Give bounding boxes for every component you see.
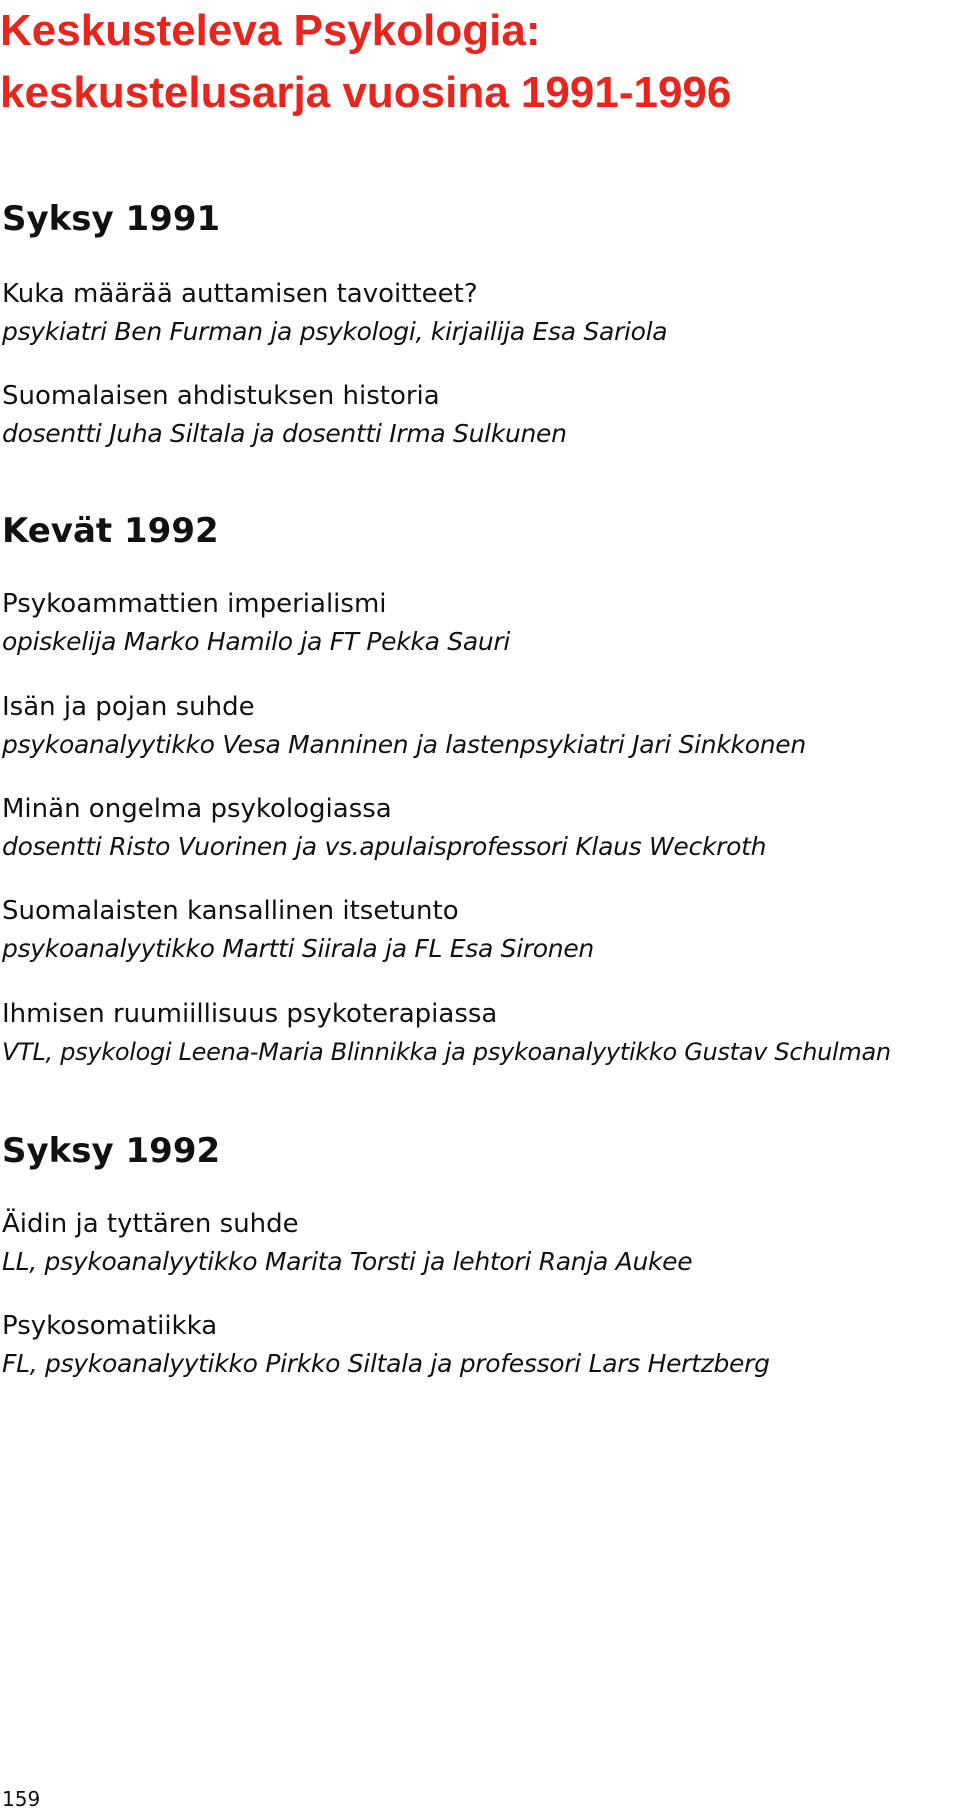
page-number: 159 — [2, 1787, 41, 1811]
page-title-line-2: keskustelusarja vuosina 1991-1996 — [0, 68, 732, 117]
entry-title: Suomalaisen ahdistuksen historia — [2, 381, 440, 411]
entry-title: Psykoammattien imperialismi — [2, 589, 387, 619]
entry-speakers: psykiatri Ben Furman ja psykologi, kirjailija Esa Sariola — [2, 317, 668, 346]
entry-speakers: psykoanalyytikko Vesa Manninen ja lastenpsykiatri Jari Sinkkonen — [2, 730, 806, 759]
program-entry — [2, 892, 594, 968]
program-entry — [2, 377, 567, 453]
page-title — [0, 0, 731, 124]
program-entry — [2, 1307, 770, 1383]
section-heading-kevat-1992: Kevät 1992 — [2, 511, 219, 551]
entry-speakers: opiskelija Marko Hamilo ja FT Pekka Sauri — [2, 627, 511, 656]
section-heading-syksy-1992: Syksy 1992 — [2, 1131, 221, 1171]
program-entry — [2, 275, 667, 351]
entry-speakers: VTL, psykologi Leena-Maria Blinnikka ja psykoanalyytikko Gustav Schulman — [2, 1038, 891, 1066]
entry-speakers: dosentti Risto Vuorinen ja vs.apulaisprofessori Klaus Weckroth — [2, 832, 767, 861]
entry-title: Äidin ja tyttären suhde — [2, 1209, 299, 1239]
program-entry — [2, 995, 891, 1071]
entry-speakers: dosentti Juha Siltala ja dosentti Irma Sulkunen — [2, 419, 567, 448]
entry-title: Isän ja pojan suhde — [2, 692, 255, 722]
program-entry — [2, 585, 510, 661]
entry-speakers: psykoanalyytikko Martti Siirala ja FL Esa Sironen — [2, 934, 594, 963]
entry-title: Minän ongelma psykologiassa — [2, 794, 392, 824]
program-entry — [2, 790, 766, 866]
entry-title: Kuka määrää auttamisen tavoitteet? — [2, 279, 478, 309]
program-entry — [2, 688, 806, 764]
entry-speakers: LL, psykoanalyytikko Marita Torsti ja lehtori Ranja Aukee — [2, 1247, 693, 1276]
entry-title: Psykosomatiikka — [2, 1311, 218, 1341]
entry-title: Suomalaisten kansallinen itsetunto — [2, 896, 459, 926]
program-entry — [2, 1205, 692, 1281]
page-title-line-1: Keskusteleva Psykologia: — [0, 6, 541, 55]
entry-speakers: FL, psykoanalyytikko Pirkko Siltala ja professori Lars Hertzberg — [2, 1349, 770, 1378]
entry-title: Ihmisen ruumiillisuus psykoterapiassa — [2, 999, 498, 1029]
section-heading-syksy-1991: Syksy 1991 — [2, 199, 221, 239]
